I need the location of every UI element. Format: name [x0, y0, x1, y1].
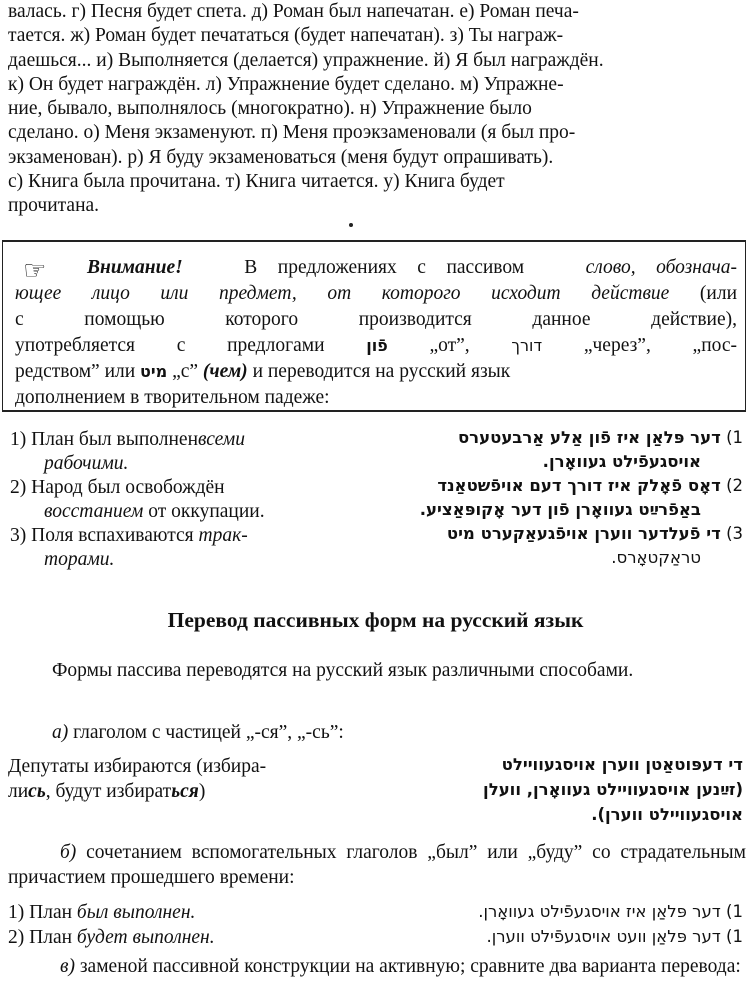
list-text: сочетанием вспомогательных глаголов „был” или „буду” со страдательным причастием прошедшего времени:: [8, 842, 746, 888]
example-item: [8, 900, 308, 925]
example-text-italic: рабочими.: [44, 452, 129, 474]
list-item: [8, 954, 746, 979]
example-text-italic: трак-: [198, 525, 248, 546]
example-number: 1): [10, 429, 27, 450]
example-number: 3): [726, 524, 743, 543]
example-text-italic: будет выполнен.: [76, 927, 215, 948]
example-item: [360, 522, 743, 570]
example-number: 1): [8, 902, 25, 923]
intro-line: даешься... и) Выполняется (делается) упражнение. й) Я был награждён.: [8, 49, 604, 71]
example-text: Народ был освобождён: [31, 477, 225, 498]
attention-text-part: В предложениях с пассивом: [244, 257, 525, 278]
print-speck: [349, 223, 353, 227]
example-text-italic: был выполнен.: [76, 902, 196, 923]
intro-line: прочитана.: [8, 195, 100, 217]
yiddish-text: אויסגעפֿילט געוואָרן.: [542, 452, 701, 471]
example-item: [10, 524, 340, 571]
list-text: глаголом с частицей „-ся”, „-сь”:: [73, 722, 344, 743]
list-item: [52, 722, 344, 744]
example-text-italic: всеми: [198, 429, 246, 450]
attention-text-part: и переводится на русский язык: [252, 361, 511, 382]
paragraph: Формы пассива переводятся на русский язык различными способами.: [52, 660, 634, 681]
exercise-answers-paragraph: [8, 0, 746, 219]
intro-line: к) Он будет награждён. л) Упражнение будет сделано. м) Упражне-: [8, 73, 564, 95]
intro-line: ние, бывало, выполнялось (многократно). н) Упражнение было: [8, 98, 532, 120]
example-text: План: [29, 902, 73, 923]
example-number: 3): [10, 525, 27, 546]
intro-line: экзаменован). р) Я буду экзаменоваться (меня будут опрашивать).: [8, 146, 554, 168]
attention-text-bold: (чем): [202, 361, 248, 382]
yiddish-examples: [355, 899, 743, 949]
hebrew-preposition: דורך: [511, 336, 543, 355]
list-marker: б): [60, 842, 77, 863]
yiddish-examples: [360, 426, 743, 570]
yiddish-text: די פֿעלדער ווערן אויפֿגעאַקערט מיט: [446, 524, 721, 543]
attention-text-part: „с”: [172, 361, 199, 382]
russian-examples: [8, 900, 308, 950]
attention-text-part: употребляется с предлогами: [15, 335, 325, 356]
example-text-italic: торами.: [44, 548, 115, 570]
yiddish-text: אויסגעוויילט ווערן).: [591, 805, 743, 824]
yiddish-text: טראַקטאָרס.: [611, 548, 701, 567]
yiddish-text: דאָס פֿאָלק איז דורך דעם אויפֿשטאַנד: [437, 476, 721, 495]
attention-text-italic: слово, обознача-: [585, 257, 737, 278]
attention-text-part: „от”,: [429, 335, 470, 356]
russian-example: [8, 754, 346, 804]
attention-text: [15, 255, 738, 411]
list-text: заменой пассивной конструкции на активную; сравните два варианта перевода:: [79, 956, 741, 977]
intro-line: тается. ж) Роман будет печататься (будет напечатан). з) Ты награж-: [8, 25, 564, 47]
example-text-bold: ься: [171, 781, 199, 802]
yiddish-text: דער פּלאַן איז פֿון אַלע אַרבעטערס: [457, 428, 721, 447]
yiddish-text: 1) דער פּלאַן איז אויסגעפֿילט געוואָרן.: [478, 902, 743, 921]
yiddish-text: די דעפּוטאַטן ווערן אויסגעוויילט: [501, 755, 743, 774]
attention-text-part: „через”, „пос-: [583, 335, 738, 356]
intro-line: валась. г) Песня будет спета. д) Роман был напечатан. е) Роман печа-: [8, 1, 579, 22]
example-text: от оккупации.: [148, 500, 265, 522]
example-text: ): [198, 781, 206, 802]
example-item: [10, 476, 340, 523]
russian-examples: [10, 428, 340, 572]
yiddish-text: (זײַנען אויסגעוויילט געוואָרן, וועלן: [483, 780, 743, 799]
example-text-bold: сь: [28, 781, 46, 802]
example-number: 2): [8, 927, 25, 948]
example-number: 1): [726, 428, 743, 447]
attention-box: [2, 240, 746, 412]
example-text: , будут избират: [45, 781, 172, 802]
example-text: ли: [8, 781, 29, 802]
list-item: [8, 840, 746, 890]
example-number: 2): [10, 477, 27, 498]
hebrew-preposition: פֿון: [366, 336, 388, 355]
attention-text-italic: ющее лицо или предмет, от которого исходит действие: [15, 283, 670, 304]
list-marker: а): [52, 722, 69, 743]
yiddish-example: [355, 752, 743, 827]
example-text: План: [29, 927, 73, 948]
attention-title: Внимание!: [87, 257, 183, 278]
pointing-hand-icon: ☞: [23, 256, 47, 286]
list-marker: в): [60, 956, 75, 977]
intro-line: с) Книга была прочитана. т) Книга читается. у) Книга будет: [8, 171, 505, 193]
yiddish-text: באַפֿרײַט געוואָרן פֿון דער אָקופּאַציע.: [419, 500, 701, 519]
section-heading: Перевод пассивных форм на русский язык: [167, 608, 584, 632]
example-text: Поля вспахиваются: [31, 525, 194, 546]
attention-text-part: дополнением в творительном падеже:: [15, 387, 330, 408]
attention-text-part: редством” или: [15, 361, 136, 382]
example-item: [360, 426, 743, 474]
yiddish-text: 1) דער פּלאַן וועט אויסגעפֿילט ווערן.: [486, 927, 743, 946]
example-text: План был выполнен: [31, 429, 199, 450]
example-text-italic: восстанием: [44, 500, 144, 522]
example-text: Депутаты избираются (избира-: [8, 756, 267, 777]
example-item: [8, 925, 308, 950]
example-number: 2): [726, 476, 743, 495]
attention-text-part: (или: [699, 283, 738, 304]
attention-text-part: с помощью которого производится данное действие),: [15, 309, 737, 330]
hebrew-preposition: מיט: [140, 362, 168, 381]
intro-line: сделано. о) Меня экзаменуют. п) Меня проэкзаменовали (я был про-: [8, 122, 576, 144]
example-item: [10, 428, 340, 475]
example-item: [360, 474, 743, 522]
